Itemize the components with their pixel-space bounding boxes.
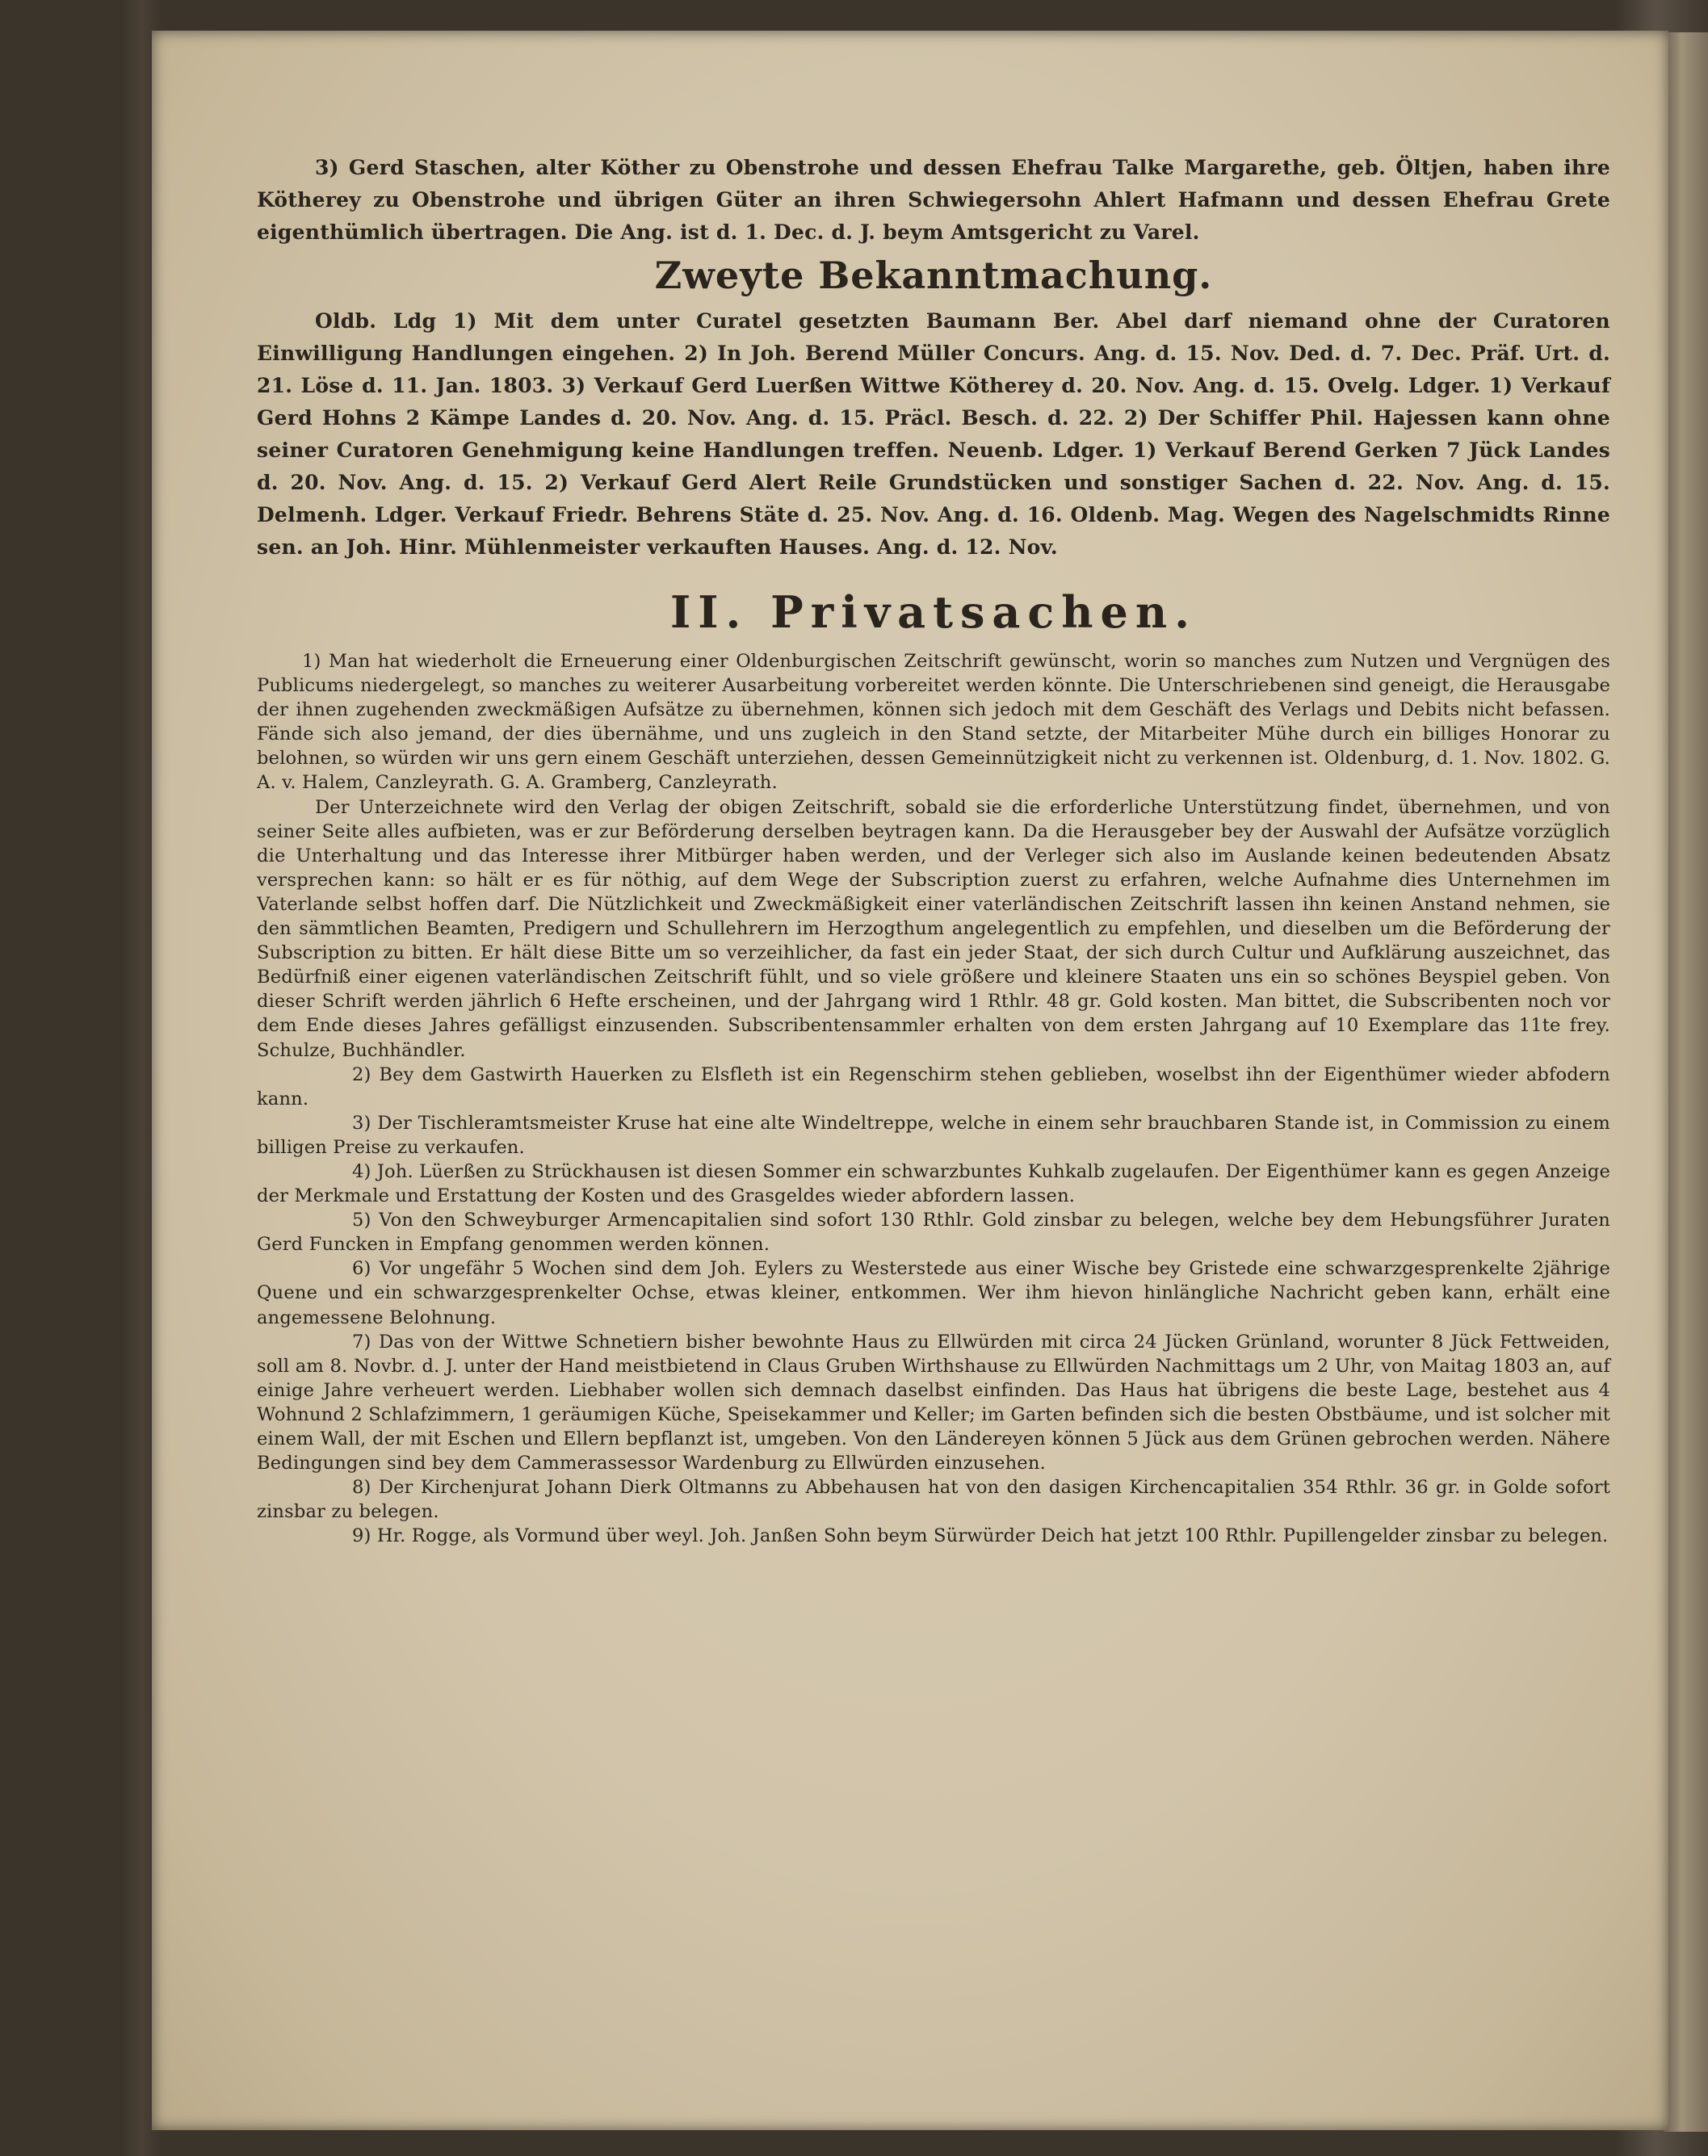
heading-privatsachen: II. Privatsachen. [670, 586, 1197, 638]
private-notice-5: 5) Von den Schweyburger Armencapitalien sind sofort 130 Rthlr. Gold zinsbar zu belegen, welche bey dem Hebungsführer Juraten Gerd Funcken in Empfang genommen werden können. [257, 1210, 1610, 1256]
private-notice-8: 8) Der Kirchenjurat Johann Dierk Oltmanns zu Abbehausen hat von den dasigen Kirchencapitalien 354 Rthlr. 36 gr. in Golde sofort zinsbar zu belegen. [257, 1477, 1610, 1523]
heading-zweyte-bekanntmachung: Zweyte Bekanntmachung. [654, 254, 1213, 297]
private-notice-2: 2) Bey dem Gastwirth Hauerken zu Elsfleth ist ein Regenschirm stehen geblieben, woselbst ihn der Eigenthümer wieder abfodern kann. [257, 1063, 1610, 1109]
private-notice-1-publisher: Der Unterzeichnete wird den Verlag der obigen Zeitschrift, sobald sie die erforderliche Unterstützung findet, übernehmen, und von seiner Seite alles aufbieten, was er zur Beförderung derselben beytragen kann. Da die Herausgeber bey der Auswahl der Aufsätze vorzüglich die Unterhaltung und das Interesse ihrer Mitbürger haben werden, und der Verleger sich also im Auslande keinen bedeutenden Absatz versprechen kann: so hält er es für nöthig, auf dem Wege der Subscription zuerst zu erfahren, welche Aufnahme dies Unternehmen im Vaterlande selbst hoffen darf. Die Nützlichkeit und Zweckmäßigkeit einer vaterländischen Zeitschrift lassen ihn keinen Anstand nehmen, sie den sämmtlichen Beamten, Predigern und Schullehrern im Herzogthum angelegentlich zu empfehlen, und dieselben um die Beförderung der Subscription zu bitten. Er hält diese Bitte um so verzeihlicher, da fast ein jeder Staat, der sich durch Cultur und Aufklärung auszeichnet, das Bedürfniß einer eigenen vaterländischen Zeitschrift fühlt, und so viele größere und kleinere Staaten uns ein so schönes Beyspiel geben. Von dieser Schrift werden jährlich 6 Hefte erscheinen, und der Jahrgang wird 1 Rthlr. 48 gr. Gold kosten. Man bittet, die Subscribenten noch vor dem Ende dieses Jahres gefälligst einzusenden. Subscribentensammler erhalten von dem ersten Jahrgang auf 10 Exemplare das 11te frey. Schulze, Buchhändler. [257, 796, 1610, 1061]
private-notice-9: 9) Hr. Rogge, als Vormund über weyl. Joh. Janßen Sohn beym Sürwürder Deich hat jetzt 100 Rthlr. Pupillengelder zinsbar zu belegen. [352, 1525, 1609, 1547]
private-notice-3: 3) Der Tischleramtsmeister Kruse hat eine alte Windeltreppe, welche in einem sehr brauchbaren Stande ist, in Commission zu einem billigen Preise zu verkaufen. [257, 1112, 1610, 1158]
bekanntmachung-text: Oldb. Ldg 1) Mit dem unter Curatel gesetzten Baumann Ber. Abel darf niemand ohne der Curatoren Einwilligung Handlungen eingehen. 2) In Joh. Berend Müller Concurs. Ang. d. 15. Nov. Ded. d. 7. Dec. Präf. Urt. d. 21. Löse d. 11. Jan. 1803. 3) Verkauf Gerd Luerßen Wittwe Kötherey d. 20. Nov. Ang. d. 15. Ovelg. Ldger. 1) Verkauf Gerd Hohns 2 Kämpe Landes d. 20. Nov. Ang. d. 15. Präcl. Besch. d. 22. 2) Der Schiffer Phil. Hajessen kann ohne seiner Curatoren Genehmigung keine Handlungen treffen. Neuenb. Ldger. 1) Verkauf Berend Gerken 7 Jück Landes d. 20. Nov. Ang. d. 15. 2) Verkauf Gerd Alert Reile Grundstücken und sonstiger Sachen d. 22. Nov. Ang. d. 15. Delmenh. Ldger. Verkauf Friedr. Behrens Stäte d. 25. Nov. Ang. d. 16. Oldenb. Mag. Wegen des Nagelschmidts Rinne sen. an Joh. Hinr. Mühlenmeister verkauften Hauses. Ang. d. 12. Nov. [257, 309, 1610, 559]
notice-staschen: 3) Gerd Staschen, alter Köther zu Obenstrohe und dessen Ehefrau Talke Margarethe, geb. Öltjen, haben ihre Kötherey zu Obenstrohe und übrigen Güter an ihren Schwiegersohn Ahlert Hafmann und dessen Ehefrau Grete eigenthümlich übertragen. Die Ang. ist d. 1. Dec. d. J. beym Amtsgericht zu Varel. [257, 156, 1610, 244]
private-notice-6: 6) Vor ungefähr 5 Wochen sind dem Joh. Eylers zu Westerstede aus einer Wische bey Gristede eine schwarzgesprenkelte 2jährige Quene und ein schwarzgesprenkelter Ochse, etwas kleiner, entkommen. Wer ihm hievon hinlängliche Nachricht geben kann, erhält eine angemessene Belohnung. [257, 1258, 1610, 1328]
private-notice-4: 4) Joh. Lüerßen zu Strückhausen ist diesen Sommer ein schwarzbuntes Kuhkalb zugelaufen. Der Eigenthümer kann es gegen Anzeige der Merkmale und Erstattung der Kosten und des Grasgeldes wieder abfordern lassen. [257, 1160, 1610, 1207]
private-notice-7: 7) Das von der Wittwe Schnetiern bisher bewohnte Haus zu Ellwürden mit circa 24 Jücken Grünland, worunter 8 Jück Fettweiden, soll am 8. Novbr. d. J. unter der Hand meistbietend in Claus Gruben Wirthshause zu Ellwürden Nachmittags um 2 Uhr, von Maitag 1803 an, auf einige Jahre verheuert werden. Liebhaber wollen sich demnach daselbst einfinden. Das Haus hat übrigens die beste Lage, bestehet aus 4 Wohnund 2 Schlafzimmern, 1 geräumigen Küche, Speisekammer und Keller; im Garten befinden sich die besten Obstbäume, und ist solcher mit einem Wall, der mit Eschen und Ellern bepflanzt ist, umgeben. Von den Ländereyen können 5 Jück aus dem Grünen gebrochen werden. Nähere Bedingungen sind bey dem Cammerassessor Wardenburg zu Ellwürden einzusehen. [257, 1331, 1610, 1474]
page-content [257, 152, 1610, 1548]
next-page-edge [1664, 32, 1708, 2132]
private-notice-1: 1) Man hat wiederholt die Erneuerung einer Oldenburgischen Zeitschrift gewünscht, worin so manches zum Nutzen und Vergnügen des Publicums niedergelegt, so manches zu weiterer Ausarbeitung vorbereitet werden könnte. Die Unterschriebenen sind geneigt, die Herausgabe der ihnen zugehenden zweckmäßigen Aufsätze zu übernehmen, können sich jedoch mit dem Geschäft des Verlags und Debits nicht befassen. Fände sich also jemand, der dies übernähme, und uns zugleich in den Stand setzte, der Mitarbeiter Mühe durch ein billiges Honorar zu belohnen, so würden wir uns gern einem Geschäft unterziehen, dessen Gemeinnützigkeit nicht zu verkennen ist. Oldenburg, d. 1. Nov. 1802. G. A. v. Halem, Canzleyrath. G. A. Gramberg, Canzleyrath. [257, 651, 1610, 794]
private-notices [257, 649, 1610, 1548]
